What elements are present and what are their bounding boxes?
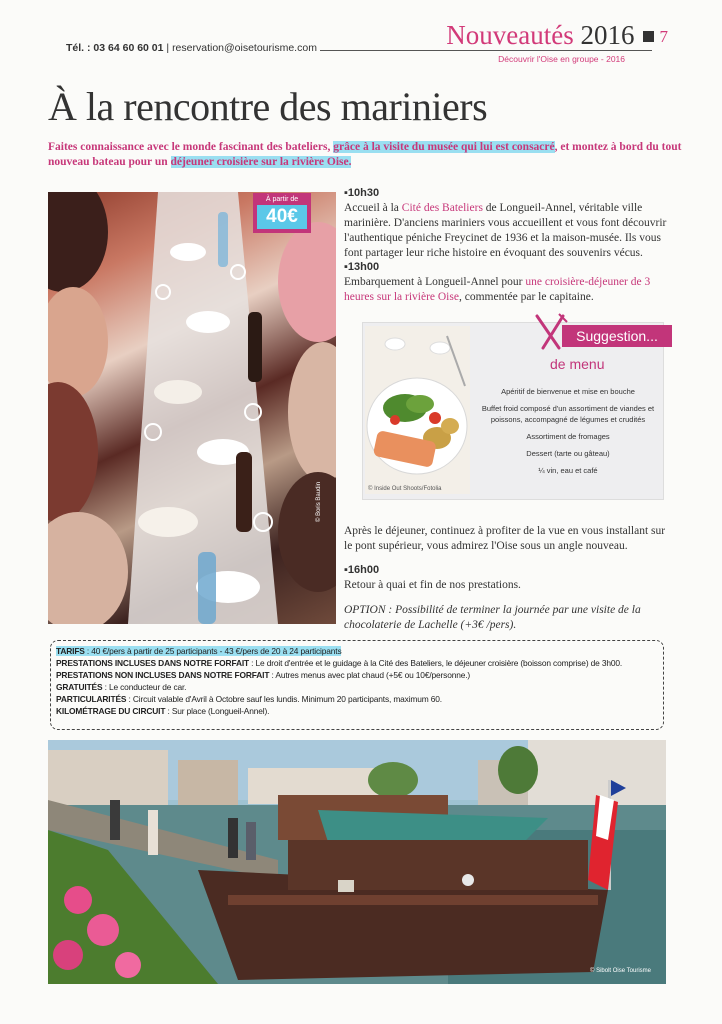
- gratuites-label: GRATUITÉS: [56, 682, 103, 692]
- intro-highlight-2: déjeuner croisière sur la rivière Oise.: [170, 156, 352, 168]
- excluded-value: : Autres menus avec plat chaud (+5€ ou 10€/personne.): [269, 670, 471, 680]
- photo1-credit: © Boris Baudin: [316, 481, 322, 522]
- schedule-1030: [344, 186, 670, 261]
- bullet-icon: ▪: [344, 564, 348, 576]
- schedule-time: 10h30: [347, 187, 380, 199]
- schedule-text: Retour à quai et fin de nos prestations.: [344, 579, 521, 591]
- cite-bateliers-link[interactable]: Cité des Bateliers: [401, 202, 483, 214]
- menu-item: ¼ vin, eau et café: [538, 466, 598, 475]
- schedule-1600: [344, 563, 670, 593]
- intro-text-1: Faites connaissance avec le monde fascinant des bateliers,: [48, 141, 334, 153]
- particularites-line: [56, 693, 662, 705]
- intro-text-2: , et montez à bord du tout nouveau bateau pour un: [48, 141, 682, 168]
- included-line: [56, 657, 662, 669]
- schedule-text: Accueil à la: [344, 202, 402, 214]
- croisiere-link[interactable]: une croisière-déjeuner de 3 heures sur la rivière Oise: [344, 276, 651, 303]
- dish-photo: [365, 326, 470, 494]
- email-address[interactable]: reservation@oisetourisme.com: [172, 42, 317, 54]
- boat-photo: [48, 740, 666, 984]
- kilometrage-label: KILOMÉTRAGE DU CIRCUIT: [56, 706, 166, 716]
- tarifs-line: [56, 645, 662, 657]
- particularites-value: : Circuit valable d'Avril à Octobre sauf les lundis. Minimum 20 participants, maximum 60.: [126, 694, 442, 704]
- suggestion-title: Suggestion...: [562, 325, 672, 347]
- menu-item: Apéritif de bienvenue et mise en bouche: [501, 387, 635, 396]
- schedule-text: Embarquement à Longueil-Annel pour: [344, 276, 526, 288]
- page-number: 7: [659, 27, 668, 46]
- schedule-1300: [344, 260, 670, 305]
- section-year: 2016: [580, 20, 635, 50]
- kilometrage-line: [56, 705, 662, 717]
- square-bullet-icon: [643, 31, 654, 42]
- menu-item: Assortiment de fromages: [526, 432, 610, 441]
- menu-item: Buffet froid composé d'un assortiment de viandes et poissons, accompagné de légumes et crudités: [481, 404, 655, 424]
- particularites-label: PARTICULARITÉS: [56, 694, 127, 704]
- separator: |: [166, 42, 170, 54]
- tarifs-details: [56, 645, 662, 717]
- bullet-icon: ▪: [344, 187, 348, 199]
- photo2-credit: © Sibolt Oise Tourisme: [590, 968, 651, 974]
- page-title: À la rencontre des mariniers: [48, 84, 488, 129]
- contact-line: [66, 42, 317, 54]
- gratuites-line: [56, 681, 662, 693]
- included-label: PRESTATIONS INCLUSES DANS NOTRE FORFAIT: [56, 658, 249, 668]
- gratuites-value: : Le conducteur de car.: [102, 682, 187, 692]
- schedule-time: 16h00: [347, 564, 380, 576]
- schedule-time: 13h00: [347, 261, 380, 273]
- price-prefix: À partir de: [265, 196, 299, 203]
- dinner-illustration: [48, 192, 336, 624]
- intro-paragraph: [48, 140, 690, 170]
- schedule-text-2: de Longueil-Annel, véritable ville marinière. D'anciens mariniers vous accueillent et vous font découvrir l'authentique péniche Freycinet de 1936 et la maison-musée. Ils vous font partager leur riche histoire en évoquant des souvenirs vécus.: [344, 202, 667, 259]
- price-tag: [253, 193, 311, 233]
- section-title: Nouveautés: [446, 20, 574, 50]
- after-lunch-text: Après le déjeuner, continuez à profiter de la vue en vous installant sur le pont supérieur, vous admirez l'Oise sous un angle nouveau.: [344, 525, 666, 552]
- header-subtitle: Découvrir l'Oise en groupe - 2016: [498, 54, 625, 64]
- excluded-label: PRESTATIONS NON INCLUSES DANS NOTRE FORFAIT: [56, 670, 270, 680]
- dinner-table-photo: [48, 192, 336, 624]
- suggestion-subtitle: de menu: [550, 356, 605, 372]
- price-value: 40€: [257, 205, 307, 229]
- dish-photo-credit: © Inside Out Shoots/Fotolia: [368, 486, 442, 492]
- intro-highlight-1: grâce à la visite du musée qui lui est consacré: [333, 141, 555, 153]
- menu-list: [478, 386, 658, 482]
- bullet-icon: ▪: [344, 261, 348, 273]
- excluded-line: [56, 669, 662, 681]
- menu-item: Dessert (tarte ou gâteau): [526, 449, 610, 458]
- schedule-text-2: , commentée par le capitaine.: [458, 291, 594, 303]
- tarifs-value: : 40 €/pers à partir de 25 participants - 43 €/pers de 20 à 24 participants: [84, 646, 342, 656]
- included-value: : Le droit d'entrée et le guidage à la Cité des Bateliers, le déjeuner croisière (boisson comprise) de 3h00.: [248, 658, 623, 668]
- option-text: OPTION : Possibilité de terminer la journée par une visite de la chocolaterie de Lachelle (+3€ /pers).: [344, 604, 641, 631]
- phone-number: Tél. : 03 64 60 60 01: [66, 42, 164, 54]
- tarifs-label: TARIFS: [56, 646, 85, 656]
- dish-illustration: [365, 326, 470, 494]
- boat-illustration: [48, 740, 666, 984]
- kilometrage-value: : Sur place (Longueil-Annel).: [165, 706, 270, 716]
- section-heading: [446, 20, 668, 52]
